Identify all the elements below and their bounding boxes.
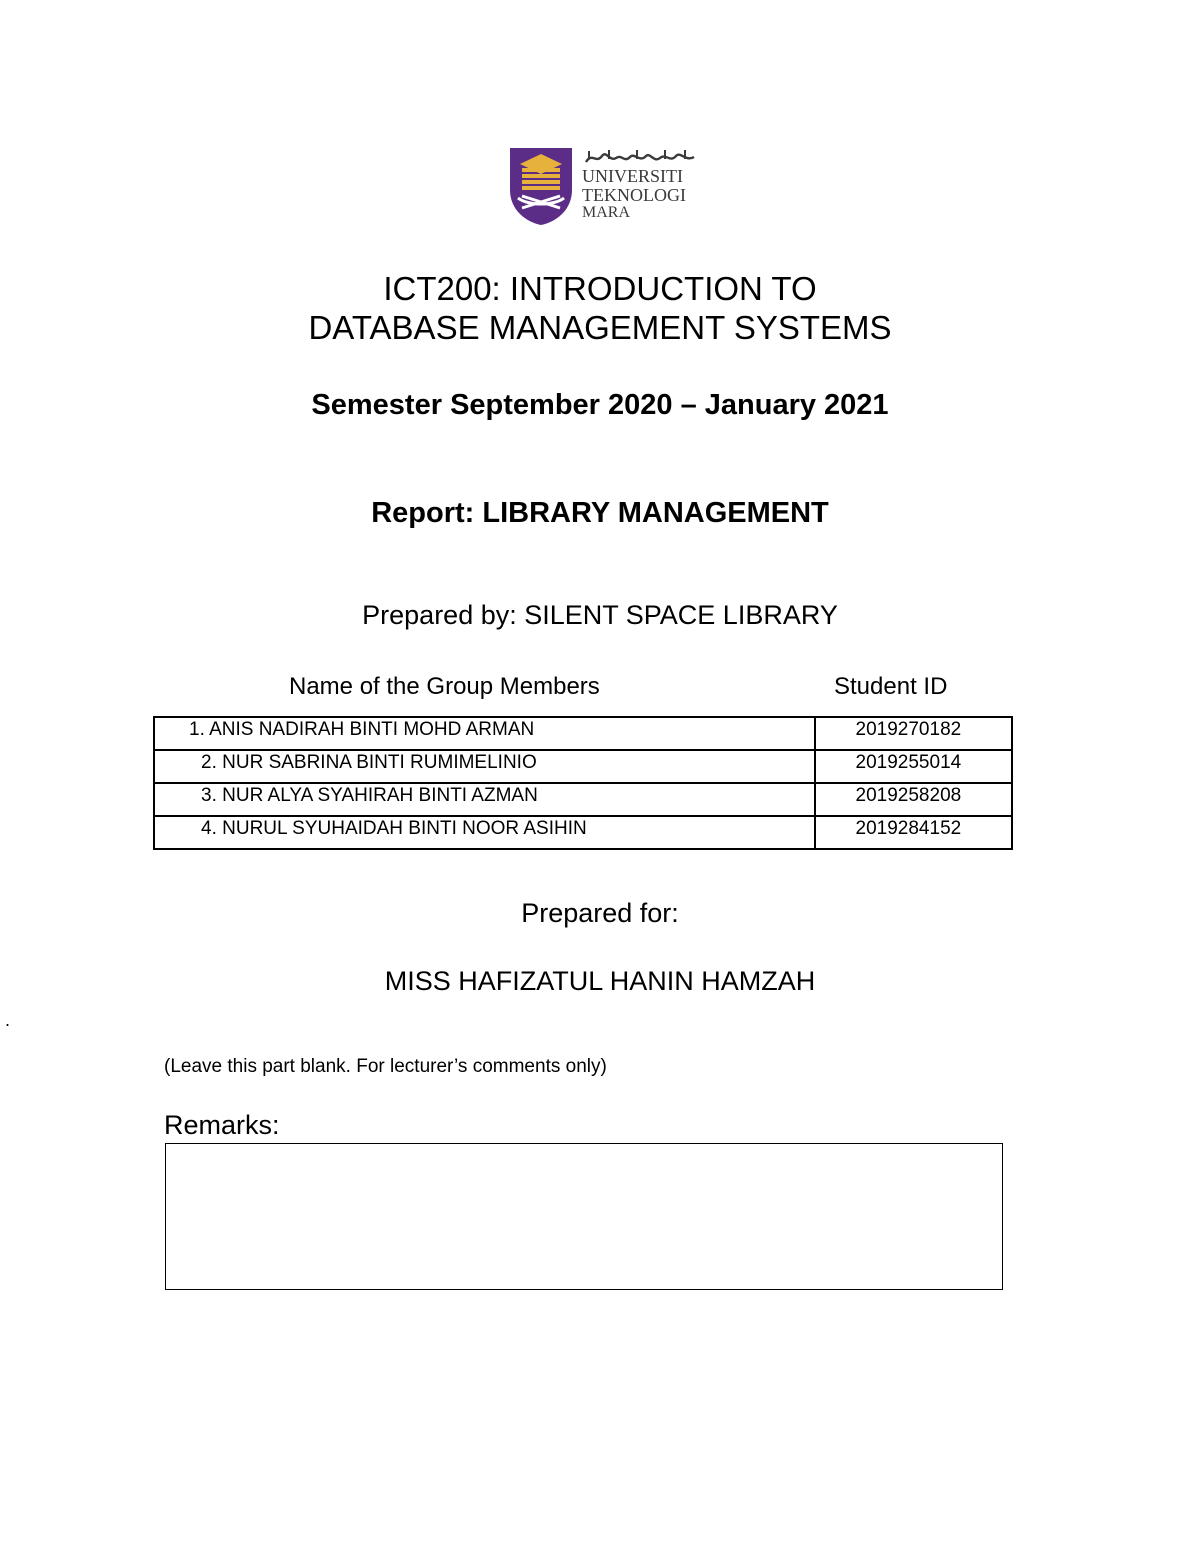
prepared-for-label: Prepared for:	[521, 898, 679, 928]
table-row	[154, 750, 1012, 783]
uitm-crest-icon	[508, 146, 574, 226]
table-row	[154, 816, 1012, 849]
table-row	[154, 783, 1012, 816]
member-name-cell	[154, 816, 815, 849]
course-title-line1: ICT200: INTRODUCTION TO	[383, 270, 817, 307]
student-id: 2019284152	[855, 818, 962, 839]
member-name: 1. ANIS NADIRAH BINTI MOHD ARMAN	[189, 719, 535, 740]
jawi-script-wordmark	[584, 148, 696, 166]
student-id-cell	[815, 816, 1012, 849]
lecturer-note: (Leave this part blank. For lecturer’s comments only)	[164, 1056, 607, 1077]
table-row	[154, 717, 1012, 750]
member-name: 3. NUR ALYA SYAHIRAH BINTI AZMAN	[201, 785, 538, 806]
remarks-box[interactable]	[165, 1143, 1003, 1290]
semester-heading: Semester September 2020 – January 2021	[311, 389, 889, 421]
members-table	[153, 716, 1013, 850]
member-name-cell	[154, 717, 815, 750]
remarks-label: Remarks:	[164, 1110, 280, 1140]
member-name-cell	[154, 783, 815, 816]
student-id: 2019270182	[855, 719, 962, 740]
stray-mark: .	[5, 1010, 11, 1030]
course-title-line2: DATABASE MANAGEMENT SYSTEMS	[308, 309, 892, 346]
student-id-cell	[815, 783, 1012, 816]
student-id: 2019255014	[855, 752, 962, 773]
logo-teknologi: TEKNOLOGI	[582, 185, 686, 205]
member-name-cell	[154, 750, 815, 783]
report-title: Report: LIBRARY MANAGEMENT	[371, 497, 829, 529]
member-name: 2. NUR SABRINA BINTI RUMIMELINIO	[201, 752, 537, 773]
lecturer-name: MISS HAFIZATUL HANIN HAMZAH	[384, 966, 816, 996]
student-id-cell	[815, 717, 1012, 750]
university-logo	[508, 146, 694, 230]
prepared-by: Prepared by: SILENT SPACE LIBRARY	[362, 600, 838, 630]
logo-universiti: UNIVERSITI	[582, 166, 683, 186]
student-id-column-header: Student ID	[834, 673, 948, 700]
student-id: 2019258208	[855, 785, 962, 806]
logo-mara: MARA	[582, 204, 631, 221]
member-name: 4. NURUL SYUHAIDAH BINTI NOOR ASIHIN	[201, 818, 587, 839]
student-id-cell	[815, 750, 1012, 783]
members-column-header: Name of the Group Members	[289, 673, 600, 700]
